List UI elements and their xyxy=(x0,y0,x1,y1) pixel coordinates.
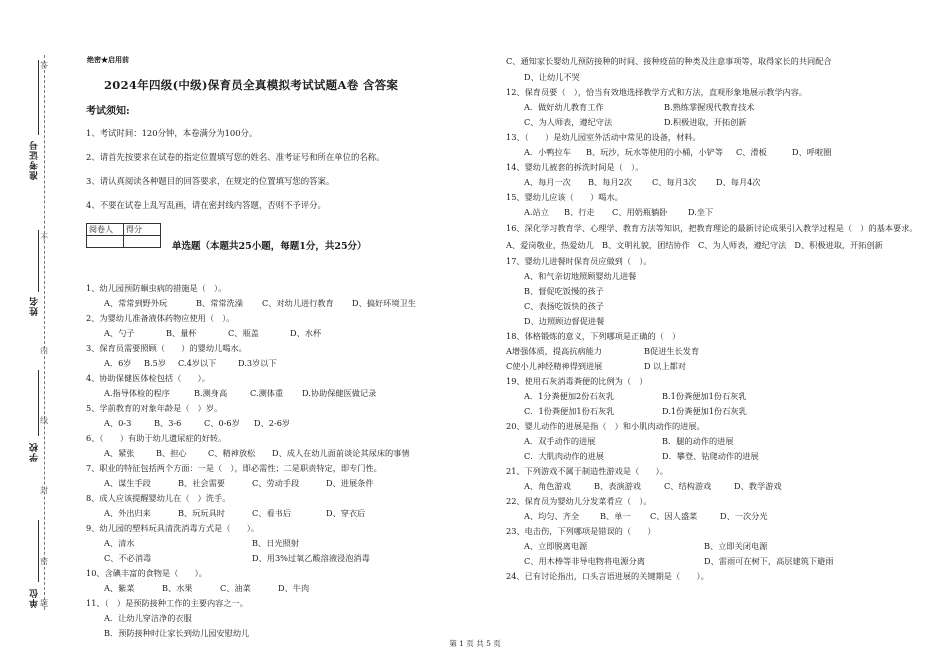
question-text: 24、已有讨论指出，口头言语进展的关键期是（ ）。 xyxy=(506,571,709,581)
answer-option[interactable]: D、牛肉 xyxy=(278,583,310,593)
answer-option[interactable]: C、为人师表，遵纪守法 xyxy=(524,117,613,127)
answer-option[interactable]: D、穿衣后 xyxy=(326,508,366,518)
option-row xyxy=(104,448,486,459)
option-row xyxy=(104,358,486,369)
answer-option[interactable]: C.4岁以下 xyxy=(178,358,217,368)
answer-option[interactable]: A．做好幼儿教育工作 xyxy=(524,102,604,112)
question-text: 18、体格锻炼的意义，下列哪项是正确的（ ） xyxy=(506,331,681,341)
answer-option[interactable]: D、成人在幼儿面前谈论其尿床的事情 xyxy=(272,448,410,458)
option-line: A、和气亲切地照顾婴幼儿进餐 xyxy=(524,271,637,281)
question-text: 7、职业的特征包括两个方面：一是（ ），即必需性；二是职责特定，即专门性。 xyxy=(86,463,382,473)
score-blank[interactable] xyxy=(124,236,161,248)
answer-option[interactable]: C、结构游戏 xyxy=(664,481,712,491)
answer-option[interactable]: D、教学游戏 xyxy=(734,481,782,491)
option-row xyxy=(104,508,486,519)
answer-option[interactable]: B、3-6 xyxy=(154,418,182,428)
question-text: 6、（ ）有助于幼儿遗尿症的好转。 xyxy=(86,433,227,443)
answer-option[interactable]: A、角色游戏 xyxy=(524,481,571,491)
answer-option[interactable]: C、不必消毒 xyxy=(104,553,152,563)
binding-strip xyxy=(0,0,72,671)
option-line: A．让幼儿穿洁净的衣服 xyxy=(104,613,192,623)
answer-option[interactable]: D、进展条件 xyxy=(326,478,374,488)
answer-option[interactable]: B、玩玩具时 xyxy=(178,508,225,518)
page-footer: 第 1 页 共 5 页 xyxy=(449,639,501,648)
answer-option[interactable]: D、水杯 xyxy=(290,328,322,338)
school-label: 学校 xyxy=(30,442,40,462)
answer-option[interactable]: B、担心 xyxy=(156,448,187,458)
seal-char: 内 xyxy=(40,346,48,355)
answer-option[interactable]: C．1份粪便加1份石灰乳 xyxy=(524,406,615,416)
answer-option[interactable]: C、0-6岁 xyxy=(204,418,240,428)
seal-char: 题 xyxy=(40,599,48,608)
answer-option[interactable]: C、用木棒等非导电物将电源分离 xyxy=(524,556,645,566)
unit-blank[interactable] xyxy=(38,520,39,582)
question-text: 5、学前教育的对象年龄是（ ）岁。 xyxy=(86,403,223,413)
exam-title: 2024年四级(中级)保育员全真模拟考试试题A卷 含答案 xyxy=(104,78,399,92)
name-blank[interactable] xyxy=(38,230,39,292)
option-row xyxy=(524,406,926,417)
notice-item: 2、请首先按要求在试卷的指定位置填写您的姓名、准考证号和所在单位的名称。 xyxy=(86,152,385,162)
option-line: B．预防接种时让家长到幼儿园安慰幼儿 xyxy=(104,628,250,638)
answer-option[interactable]: B、单一 xyxy=(600,511,631,521)
answer-option[interactable]: B.熟练掌握现代教育技术 xyxy=(664,102,755,112)
option-row xyxy=(524,117,926,128)
answer-option[interactable]: B、表演游戏 xyxy=(594,481,641,491)
answer-option[interactable]: D、雷雨可在树下，高层建筑下避雨 xyxy=(704,556,834,566)
option-row xyxy=(524,556,926,567)
question-text: 2、为婴幼儿准备液体药物应使用（ ）。 xyxy=(86,313,235,323)
question-text: 4、协助保健医体检包括（ ）。 xyxy=(86,373,210,383)
answer-option[interactable]: C、每月3次 xyxy=(652,177,697,187)
answer-option[interactable]: D、每月4次 xyxy=(716,177,761,187)
option-line: D、让幼儿不哭 xyxy=(524,72,580,82)
admission-number-label: 准考证号 xyxy=(30,140,40,180)
answer-option[interactable]: D.积极进取，开拓创新 xyxy=(664,117,747,127)
secret-mark: 绝密★启用前 xyxy=(87,55,129,64)
answer-option[interactable]: A、每月一次 xyxy=(524,177,571,187)
answer-option[interactable]: C、滑板 xyxy=(736,147,767,157)
option-row xyxy=(104,418,486,429)
option-row xyxy=(506,361,926,372)
answer-option[interactable]: A、紧张 xyxy=(104,448,135,458)
right-column xyxy=(506,55,926,586)
left-column xyxy=(86,55,486,643)
answer-option[interactable]: C、对幼儿进行教育 xyxy=(262,298,334,308)
question-text: C、通知家长婴幼儿预防接种的时间、接种疫苗的种类及注意事项等，取得家长的共同配合 xyxy=(506,56,832,66)
answer-option[interactable]: C、精神放松 xyxy=(208,448,256,458)
question-text: 8、成人应该提醒婴幼儿在（ ）洗手。 xyxy=(86,493,231,503)
section-title: 单选题（本题共25小题，每题1分，共25分） xyxy=(172,241,367,252)
answer-option[interactable]: C.测体重 xyxy=(250,388,284,398)
question-text: 21、下列游戏不属于制造性游戏是（ ）。 xyxy=(506,466,668,476)
reviewer-blank[interactable] xyxy=(87,236,124,248)
question-text: 20、婴儿动作的进展是指（ ）和小肌肉动作的进展。 xyxy=(506,421,705,431)
answer-option[interactable]: C、用奶瓶躺卧 xyxy=(612,207,668,217)
option-row xyxy=(104,478,486,489)
option-row xyxy=(524,451,926,462)
answer-option[interactable]: B．腿的动作的进展 xyxy=(662,436,734,446)
answer-option[interactable]: C、劳动手段 xyxy=(252,478,300,488)
notice-item: 3、请认真阅读各种题目的回答要求，在规定的位置填写您的答案。 xyxy=(86,176,335,186)
answer-option[interactable]: C．大肌肉动作的进展 xyxy=(524,451,604,461)
answer-option[interactable]: B.测身高 xyxy=(194,388,228,398)
question-text: 1、幼儿园预防蛔虫病的措施是（ ）。 xyxy=(86,283,227,293)
answer-option[interactable]: A．双手动作的进展 xyxy=(524,436,596,446)
answer-option[interactable]: D.3岁以下 xyxy=(238,358,277,368)
answer-option[interactable]: A、均匀、齐全 xyxy=(524,511,580,521)
option-row xyxy=(524,102,926,113)
answer-option[interactable]: D、2-6岁 xyxy=(254,418,291,428)
option-row xyxy=(104,538,486,549)
answer-option[interactable]: A、立即脱离电源 xyxy=(524,541,588,551)
answer-option[interactable]: D、用3%过氧乙酸溶液浸泡消毒 xyxy=(252,553,370,563)
left-question-list xyxy=(86,283,486,609)
question-text: 12、保育员要（ ），恰当有效地选择教学方式和方法，直观形象地展示教学内容。 xyxy=(506,87,808,97)
answer-option[interactable]: C、因人盛菜 xyxy=(650,511,698,521)
option-row xyxy=(524,511,926,522)
answer-option[interactable]: B、社会需要 xyxy=(178,478,225,488)
school-blank[interactable] xyxy=(38,370,39,436)
seal-char: 不 xyxy=(40,233,48,242)
option-line: B、督促吃饭慢的孩子 xyxy=(524,286,604,296)
option-line: C、表扬吃饭快的孩子 xyxy=(524,301,604,311)
option-row xyxy=(104,328,486,339)
notice-item: 1、考试时间：120分钟，本卷满分为100分。 xyxy=(86,128,258,138)
question-text: 11、（ ）是预防接种工作的主要内容之一。 xyxy=(86,598,248,608)
option-line: D、边照顾边督促进餐 xyxy=(524,316,605,326)
score-table xyxy=(86,223,161,248)
question-text: 16、深化学习教育学、心理学、教育方法等知识，把教育理论的最新讨论成果引入教学过程是（ ）的基本要求。 xyxy=(506,223,918,233)
seal-char: 封 xyxy=(40,486,48,495)
answer-option[interactable]: A．小鸭拉车 xyxy=(524,147,571,157)
admission-number-blank[interactable] xyxy=(38,60,39,135)
option-row xyxy=(524,391,926,402)
option-row xyxy=(104,298,486,309)
seal-char: 线 xyxy=(40,416,48,425)
answer-option[interactable]: B、玩沙，玩水等使用的小桶，小铲等 xyxy=(586,147,724,157)
notice-heading: 考试须知: xyxy=(86,106,130,117)
question-text: 14、婴幼儿被套的拆洗时间是（ ）。 xyxy=(506,162,644,172)
question-text: 17、婴幼儿进餐时保育员应做到（ ）。 xyxy=(506,256,652,266)
option-row xyxy=(524,207,926,218)
answer-option[interactable]: A．6岁 xyxy=(104,358,132,368)
answer-option[interactable]: A．1分粪便加2份石灰乳 xyxy=(524,391,615,401)
answer-option[interactable]: B、立即关闭电源 xyxy=(704,541,768,551)
question-text: 13、（ ）是幼儿园室外活动中常见的设备，材料。 xyxy=(506,132,701,142)
answer-option[interactable]: D.坐下 xyxy=(688,207,714,217)
answer-option[interactable]: A、外出归来 xyxy=(104,508,151,518)
option-row xyxy=(524,177,926,188)
seal-char: 答 xyxy=(40,61,48,70)
name-label: 姓名 xyxy=(30,296,40,316)
answer-option[interactable]: A.指导体检的程序 xyxy=(104,388,170,398)
answer-option[interactable]: D.协助保健医做记录 xyxy=(302,388,377,398)
answer-option[interactable]: B.5岁 xyxy=(144,358,167,368)
answer-option[interactable]: B、水果 xyxy=(162,583,193,593)
answer-option[interactable]: D、一次分光 xyxy=(720,511,768,521)
question-text: 10、含碘丰富的食物是（ ）。 xyxy=(86,568,207,578)
answer-option[interactable]: B、量杯 xyxy=(166,328,197,338)
option-row xyxy=(524,436,926,447)
answer-option[interactable]: A.站立 xyxy=(524,207,549,217)
question-text: A、爱岗敬业，热爱幼儿 B、文明礼貌，团结协作 C、为人师表，遵纪守法 D、积极进取，开拓创新 xyxy=(506,240,883,250)
score-row xyxy=(86,223,486,253)
option-row xyxy=(104,553,486,564)
answer-option[interactable]: D 以上都对 xyxy=(644,361,686,371)
answer-option[interactable]: B.1份粪便加1份石灰乳 xyxy=(662,391,747,401)
answer-option[interactable]: D．攀登、钻爬动作的进展 xyxy=(662,451,759,461)
question-text: 19、使用石灰消毒粪便的比例为（ ） xyxy=(506,376,648,386)
answer-option[interactable]: A、清水 xyxy=(104,538,135,548)
option-row xyxy=(524,147,926,158)
score-cell: 得分 xyxy=(124,224,161,236)
seal-line xyxy=(44,55,45,610)
answer-option[interactable]: B、常常洗澡 xyxy=(196,298,243,308)
answer-option[interactable]: D.1份粪便加1份石灰乳 xyxy=(662,406,747,416)
question-text: 15、婴幼儿应该（ ）喝水。 xyxy=(506,192,623,202)
notice-item: 4、不要在试卷上乱写乱画，请在密封线内答题，否则不予评分。 xyxy=(86,200,326,210)
question-text: 22、保育员为婴幼儿分发菜肴应（ ）。 xyxy=(506,496,652,506)
answer-option[interactable]: B、每月2次 xyxy=(588,177,632,187)
question-text: 3、保育员需要照顾（ ）的婴幼儿喝水。 xyxy=(86,343,247,353)
answer-option[interactable]: C使小儿神经精神得到进展 xyxy=(506,361,603,371)
answer-option[interactable]: A、谋生手段 xyxy=(104,478,151,488)
answer-option[interactable]: C、瓶盖 xyxy=(228,328,259,338)
question-text: 23、电击伤，下列哪项是错误的（ ） xyxy=(506,526,656,536)
answer-option[interactable]: A增强体质，提高抗病能力 xyxy=(506,346,602,356)
question-text: 9、幼儿园的塑料玩具清洗消毒方式是（ ）。 xyxy=(86,523,260,533)
answer-option[interactable]: C、看书后 xyxy=(252,508,292,518)
answer-option[interactable]: A、0-3 xyxy=(104,418,132,428)
answer-option[interactable]: D、搞好环境卫生 xyxy=(352,298,416,308)
answer-option[interactable]: B、日光照射 xyxy=(252,538,299,548)
unit-label: 单位 xyxy=(30,588,40,608)
answer-option[interactable]: A、勺子 xyxy=(104,328,135,338)
reviewer-cell: 阅卷人 xyxy=(87,224,124,236)
answer-option[interactable]: B促进生长发育 xyxy=(644,346,700,356)
option-row xyxy=(104,583,486,594)
answer-option[interactable]: C、油菜 xyxy=(220,583,251,593)
option-row xyxy=(524,541,926,552)
option-row xyxy=(506,346,926,357)
answer-option[interactable]: D、呼啦圈 xyxy=(792,147,832,157)
answer-option[interactable]: B、行走 xyxy=(564,207,595,217)
option-row xyxy=(524,481,926,492)
seal-char: 密 xyxy=(40,557,48,566)
option-row xyxy=(104,388,486,399)
answer-option[interactable]: A、紫菜 xyxy=(104,583,135,593)
answer-option[interactable]: A、常常到野外玩 xyxy=(104,298,168,308)
